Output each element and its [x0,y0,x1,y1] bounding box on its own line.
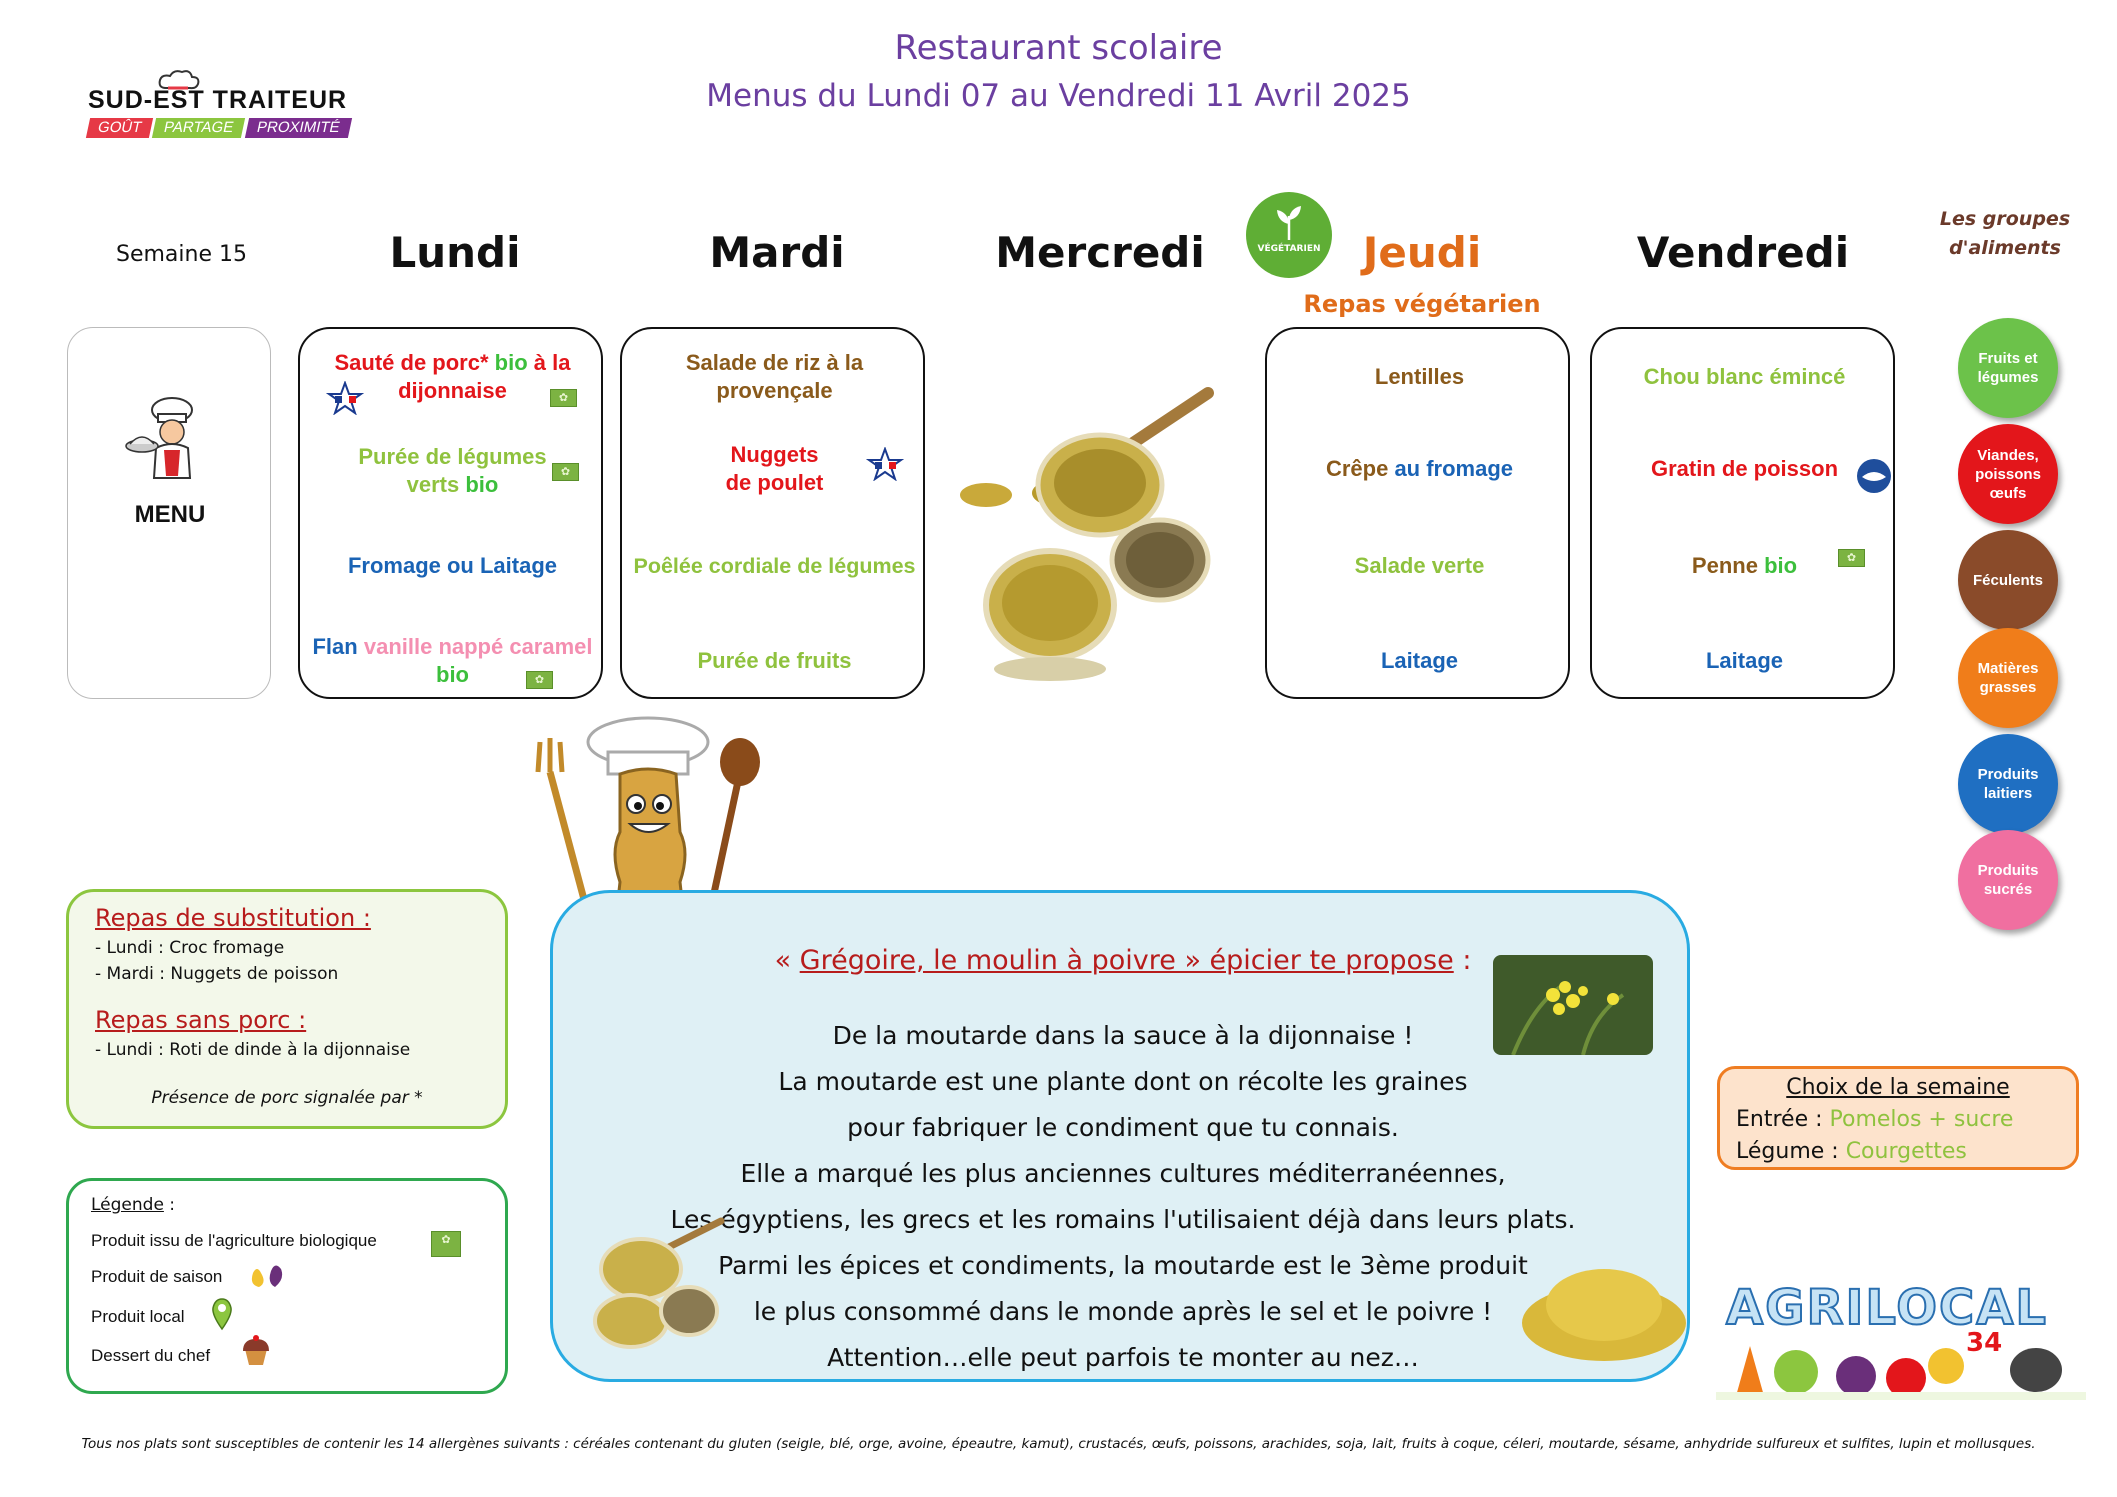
substitution-line-lundi: - Lundi : Croc fromage [95,938,285,958]
jeudi-dish-side: Salade verte [1354,553,1485,578]
food-group-sucres-label2: sucrés [1983,881,2033,898]
bio-icon [552,463,579,481]
food-groups-title-line2: d'aliments [1949,237,2061,259]
choice-legume [1736,1139,1967,1164]
menu-box-jeudi [1265,327,1570,699]
food-group-matieres-grasses [1958,628,2058,728]
story-line: Parmi les épices et condiments, la moutarde est le 3ème produit [718,1251,1528,1280]
bio-icon [431,1231,461,1257]
bio-icon [526,671,553,689]
lundi-dish-dessert-part2: vanille nappé caramel [363,634,593,659]
food-group-viandes-label1: Viandes, [1977,446,2039,464]
logo-name: SUD-EST TRAITEUR [88,86,348,114]
story-title-main: Grégoire, le moulin à poivre » épicier te propose [799,945,1454,976]
day-header-mardi: Mardi [709,228,845,277]
mardi-dish-starter-part1: Salade de riz à la [685,350,864,375]
food-group-laitiers-label2: laitiers [1983,785,2033,802]
food-group-feculents [1958,530,2058,630]
choice-legume-label: Légume : [1736,1139,1846,1164]
food-group-fruits [1958,318,2058,418]
story-line: Les égyptiens, les grecs et les romains l'utilisaient déjà dans leurs plats. [670,1205,1576,1234]
vendredi-dish-side-bio: bio [1764,553,1798,578]
legend-title [91,1195,175,1215]
choice-title: Choix de la semaine [1786,1075,2010,1100]
food-group-feculents-label: Féculents [1972,571,2044,589]
story-title-quote: « [774,945,800,976]
jeudi-dish-main [1271,455,1568,483]
mustard-jars-image [950,385,1220,685]
vendredi-dish-dessert: Laitage [1705,648,1784,673]
mardi-dish-dessert: Purée de fruits [697,648,852,673]
food-group-laitiers-label1: Produits [1977,766,2039,783]
choice-entree [1736,1107,2013,1132]
mardi-dish-main-part2: de poulet [725,470,824,495]
bio-icon [1838,549,1865,567]
food-groups-title [1930,205,2080,263]
food-group-produits-laitiers [1958,734,2058,834]
chef-icon [120,388,220,488]
legend-item-bio: Produit issu de l'agriculture biologique [91,1231,377,1250]
story-line: Elle a marqué les plus anciennes cultures méditerranéennes, [740,1159,1506,1188]
story-line: La moutarde est une plante dont on récolte les graines [778,1067,1468,1096]
mustard-flowers-photo [1493,955,1653,1055]
menu-card [67,327,271,699]
peche-durable-icon [1854,457,1894,495]
jeudi-dish-main-part2: au fromage [1394,456,1514,481]
choice-of-week-box [1717,1066,2079,1170]
food-group-matieres-label1: Matières [1977,660,2039,677]
menu-box-mardi [620,327,925,699]
mardi-dish-side: Poêlée cordiale de légumes [633,554,916,578]
food-group-sucres-label1: Produits [1977,862,2039,879]
substitution-box [66,889,508,1129]
lundi-dish-main-part1: Sauté de porc* [334,350,489,375]
choice-legume-value: Courgettes [1845,1139,1967,1164]
choice-entree-value: Pomelos + sucre [1829,1107,2014,1132]
logo-tag-gout: GOÛT [86,118,154,138]
legend-item-saison: Produit de saison [91,1267,223,1286]
food-groups-title-line1: Les groupes [1939,208,2071,230]
food-group-fruits-label2: légumes [1977,369,2039,386]
sans-porc-line-lundi: - Lundi : Roti de dinde à la dijonnaise [95,1040,411,1060]
origine-france-icon [866,447,904,481]
porc-note: Présence de porc signalée par * [151,1088,423,1108]
seasonal-produce-icon [247,1259,287,1289]
substitution-title: Repas de substitution : [95,904,371,932]
vendredi-dish-main: Gratin de poisson [1650,456,1839,481]
legend-item-local: Produit local [91,1307,185,1326]
story-box [550,890,1690,1382]
menu-label: MENU [134,501,206,528]
legend-title-colon: : [163,1195,176,1215]
jeudi-dish-dessert: Laitage [1380,648,1459,673]
vendredi-dish-starter: Chou blanc émincé [1643,364,1846,389]
week-label: Semaine 15 [116,242,247,267]
day-header-vendredi: Vendredi [1636,228,1850,277]
day-header-jeudi: Jeudi [1362,228,1482,277]
legend-box [66,1178,508,1394]
jeudi-dish-main-part1: Crêpe [1325,456,1389,481]
lundi-dish-side-part1: Purée de légumes [358,444,547,469]
day-header-mercredi: Mercredi [995,228,1205,277]
lundi-dish-main-part2: à la [533,350,571,375]
day-header-lundi: Lundi [389,228,521,277]
lundi-dish-cheese: Fromage ou Laitage [347,553,558,578]
lundi-dish-side-part2: verts [406,472,460,497]
food-group-fruits-label1: Fruits et [1978,350,2038,367]
vegetarian-badge [1246,192,1332,278]
lundi-dish-dessert-part1: Flan [312,634,358,659]
lundi-dish-dessert-bio: bio [436,662,469,687]
mardi-dish-starter [626,349,923,405]
origine-france-icon [326,381,364,415]
vegetables-characters-image [1716,1326,2086,1400]
agrilocal-number: 34 [1966,1328,2003,1358]
story-line: pour fabriquer le condiment que tu connais. [847,1113,1399,1142]
vendredi-dish-side-part1: Penne [1691,553,1758,578]
lundi-dish-side-bio: bio [465,472,499,497]
substitution-line-mardi: - Mardi : Nuggets de poisson [95,964,339,984]
location-pin-icon [211,1297,233,1331]
page-title: Restaurant scolaire [894,28,1223,68]
sans-porc-title: Repas sans porc : [95,1006,307,1034]
lundi-dish-main-part3: dijonnaise [398,378,507,403]
allergens-footer: Tous nos plats sont susceptibles de contenir les 14 allergènes suivants : céréales contenant du gluten (seigle, blé, orge, avoine, épeautre, kamut), crustacés, œufs, poissons, arachides, soja, lait, fruits à coque, céleri, moutarde, sésame, anhydride sulfureux et sulfites, lupin et mollusques. [81,1436,2036,1452]
jeudi-note: Repas végétarien [1303,290,1541,318]
agrilocal-wordmark: AGRILOCAL [1726,1280,2049,1336]
legend-title-text: Légende [91,1195,164,1215]
story-line: le plus consommé dans le monde après le sel et le poivre ! [753,1297,1493,1326]
page-subtitle: Menus du Lundi 07 au Vendredi 11 Avril 2025 [706,78,1411,114]
leaf-icon [1272,202,1306,242]
cupcake-icon [239,1333,273,1367]
food-group-viandes [1958,424,2058,524]
lundi-dish-main-bio: bio [494,350,528,375]
logo-tag-proximite: PROXIMITÉ [244,118,351,138]
lundi-dish-dessert [304,633,601,689]
menu-box-vendredi [1590,327,1895,699]
agrilocal-logo [1716,1270,2086,1400]
mustard-seeds-image [1519,1253,1689,1363]
story-line: Attention…elle peut parfois te monter au nez… [827,1343,1419,1372]
vegetarian-badge-label: VÉGÉTARIEN [1257,244,1321,254]
food-group-viandes-label3: œufs [1989,484,2027,502]
story-line: De la moutarde dans la sauce à la dijonnaise ! [832,1021,1414,1050]
bio-icon [550,389,577,407]
logo-tags [88,118,349,138]
mardi-dish-main-part1: Nuggets [730,442,819,467]
food-group-produits-sucres [1958,830,2058,930]
mardi-dish-starter-part2: provençale [716,378,833,403]
choice-entree-label: Entrée : [1736,1107,1830,1132]
menu-box-lundi [298,327,603,699]
legend-item-dessert: Dessert du chef [91,1346,211,1365]
food-group-matieres-label2: grasses [1979,679,2037,696]
jeudi-dish-starter: Lentilles [1374,364,1465,389]
food-group-viandes-label2: poissons [1975,465,2041,483]
story-title-colon: : [1453,945,1472,976]
mustard-jars-small-image [571,1211,731,1351]
logo-tag-partage: PARTAGE [152,118,245,138]
